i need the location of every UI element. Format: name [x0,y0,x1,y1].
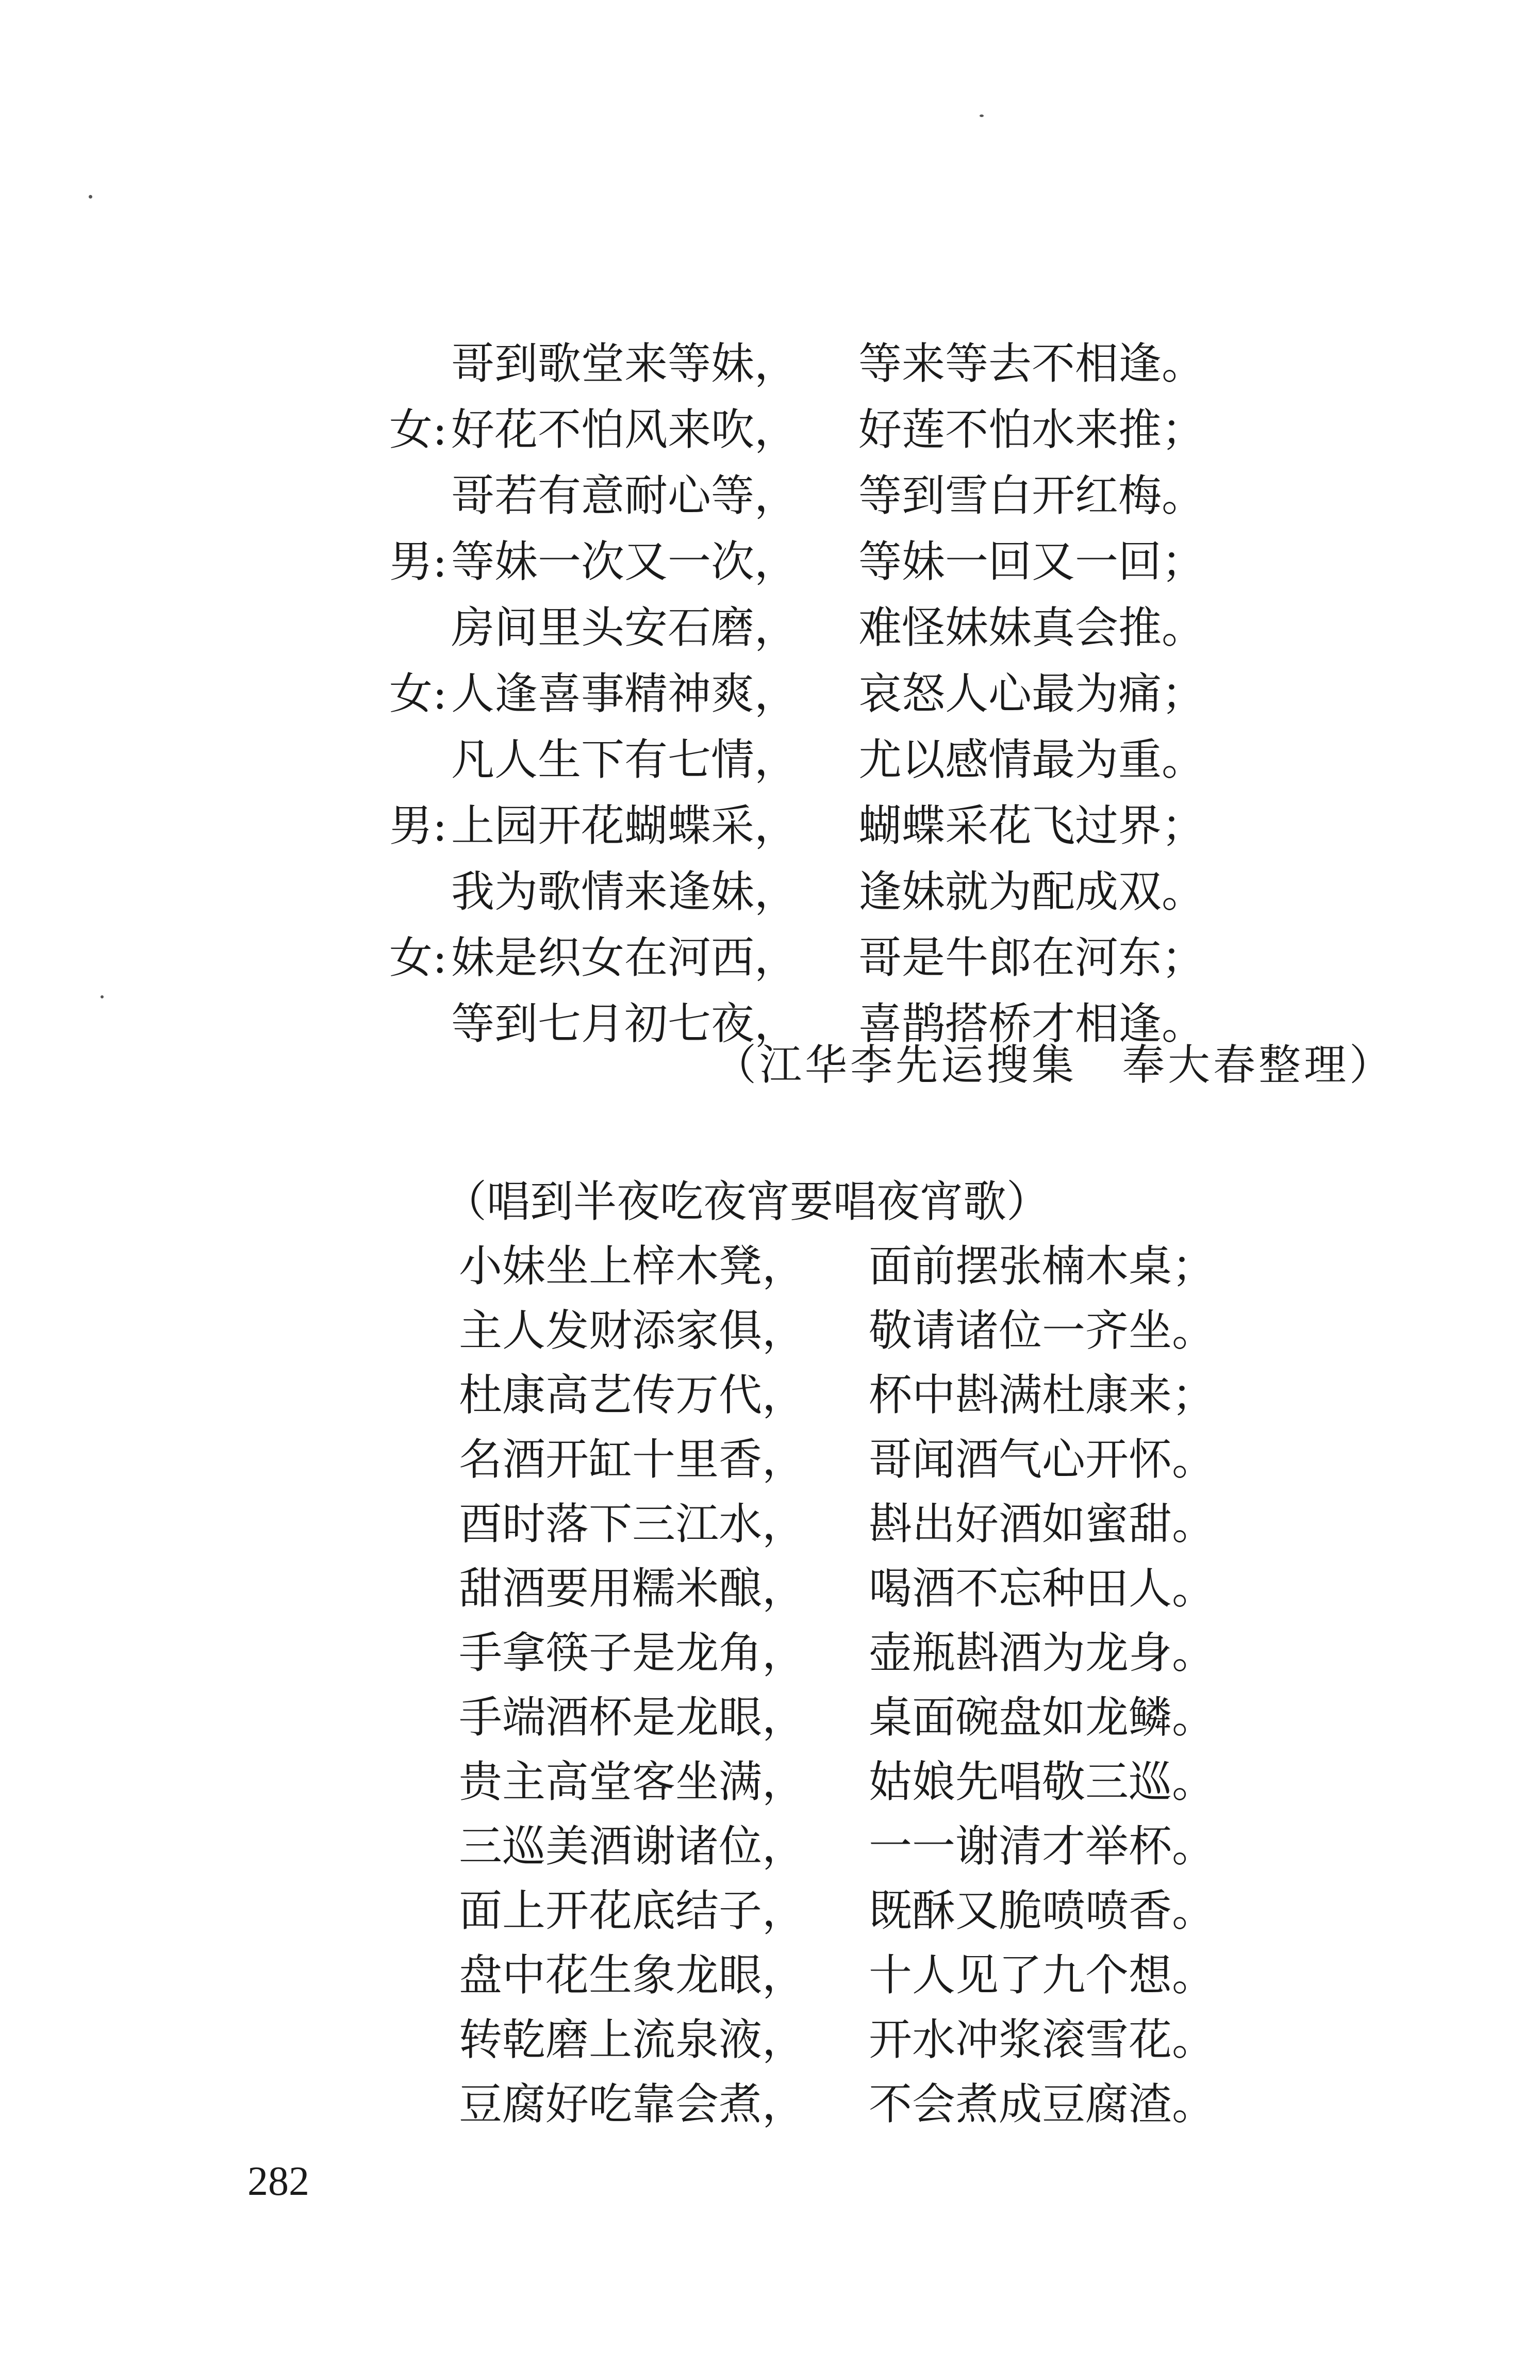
verse-line [0,1748,1540,1815]
verse-first-half: 凡人生下有七情， [451,734,798,785]
verse-second-half: 桌面碗盘如龙鳞。 [869,1692,1216,1743]
verse-second-half: 壶瓶斟酒为龙身。 [869,1628,1216,1678]
speaker-label: 女: [389,932,448,983]
verse-line [0,1813,1540,1880]
verse-second-half: 不会煮成豆腐渣。 [869,2079,1216,2129]
verse-second-half: 好莲不怕水来推； [858,404,1205,455]
verse-second-half: 等到雪白开红梅。 [858,470,1205,521]
verse-line [0,528,1540,595]
verse-second-half: 哀怒人心最为痛； [858,668,1205,719]
verse-first-half: 妹是织女在河西， [451,932,798,983]
verse-line [0,1233,1540,1300]
verse-first-half: 我为歌情来逢妹， [451,866,798,917]
verse-second-half: 姑娘先唱敬三巡。 [869,1757,1216,1807]
verse-second-half: 等来等去不相逢。 [858,338,1205,389]
verse-first-half: 等到七月初七夜， [451,998,798,1049]
verse-line [0,1555,1540,1622]
verse-line [0,792,1540,859]
verse-first-half: 上园开花蝴蝶采， [451,800,798,851]
verse-second-half: 喝酒不忘种田人。 [869,1563,1216,1614]
verse-line [0,594,1540,661]
speaker-label: 男: [389,536,448,587]
verse-first-half: 盘中花生象龙眼， [459,1950,806,2000]
verse-line [0,462,1540,529]
scan-speck [89,195,92,199]
verse-second-half: 十人见了九个想。 [869,1950,1216,2000]
verse-second-half: 一一谢清才举杯。 [869,1821,1216,1872]
verse-first-half: 房间里头安石磨， [451,602,798,653]
verse-line [0,1942,1540,2009]
verse-first-half: 等妹一次又一次， [451,536,798,587]
verse-first-half: 哥若有意耐心等， [451,470,798,521]
verse-line [0,2071,1540,2138]
verse-second-half: 尤以感情最为重。 [858,734,1205,785]
verse-first-half: 小妹坐上梓木凳， [459,1241,806,1291]
verse-second-half: 逢妹就为配成双。 [858,866,1205,917]
verse-second-half: 开水冲浆滚雪花。 [869,2014,1216,2065]
collector-credit: （江华李先运搜集 奉大春整理） [714,1041,1395,1090]
section-heading: （唱到半夜吃夜宵要唱夜宵歌） [443,1176,1050,1227]
verse-first-half: 面上开花底结子， [459,1885,806,1936]
verse-line [0,660,1540,727]
scan-speck [980,114,984,117]
verse-line [0,1877,1540,1944]
verse-second-half: 哥闻酒气心开怀。 [869,1434,1216,1485]
verse-first-half: 名酒开缸十里香， [459,1434,806,1485]
verse-line [0,1490,1540,1557]
verse-first-half: 贵主高堂客坐满， [459,1757,806,1807]
verse-line [0,1297,1540,1364]
speaker-label: 男: [389,800,448,851]
verse-first-half: 主人发财添家俱， [459,1305,806,1356]
verse-first-half: 哥到歌堂来等妹， [451,338,798,389]
verse-second-half: 斟出好酒如蜜甜。 [869,1499,1216,1549]
verse-first-half: 三巡美酒谢诸位， [459,1821,806,1872]
verse-line [0,396,1540,463]
page-number: 282 [247,2159,309,2204]
verse-first-half: 手拿筷子是龙角， [459,1628,806,1678]
verse-first-half: 手端酒杯是龙眼， [459,1692,806,1743]
verse-first-half: 好花不怕风来吹， [451,404,798,455]
verse-line [0,858,1540,925]
verse-second-half: 敬请诸位一齐坐。 [869,1305,1216,1356]
verse-second-half: 难怪妹妹真会推。 [858,602,1205,653]
verse-line [0,330,1540,397]
verse-first-half: 酉时落下三江水， [459,1499,806,1549]
verse-first-half: 人逢喜事精神爽， [451,668,798,719]
verse-first-half: 杜康高艺传万代， [459,1370,806,1420]
verse-first-half: 豆腐好吃靠会煮， [459,2079,806,2129]
verse-second-half: 既酥又脆喷喷香。 [869,1885,1216,1936]
verse-second-half: 面前摆张楠木桌； [869,1241,1216,1291]
verse-second-half: 蝴蝶采花飞过界； [858,800,1205,851]
verse-line [0,1361,1540,1429]
speaker-label: 女: [389,404,448,455]
verse-second-half: 杯中斟满杜康来； [869,1370,1216,1420]
verse-line [0,1684,1540,1751]
verse-line [0,1426,1540,1493]
verse-second-half: 喜鹊搭桥才相逢。 [858,998,1205,1049]
speaker-label: 女: [389,668,448,719]
verse-line [0,1619,1540,1686]
verse-second-half: 等妹一回又一回； [858,536,1205,587]
verse-line [0,924,1540,991]
verse-line [0,2006,1540,2073]
verse-first-half: 甜酒要用糯米酿， [459,1563,806,1614]
verse-line [0,726,1540,793]
verse-second-half: 哥是牛郎在河东； [858,932,1205,983]
verse-first-half: 转乾磨上流泉液， [459,2014,806,2065]
